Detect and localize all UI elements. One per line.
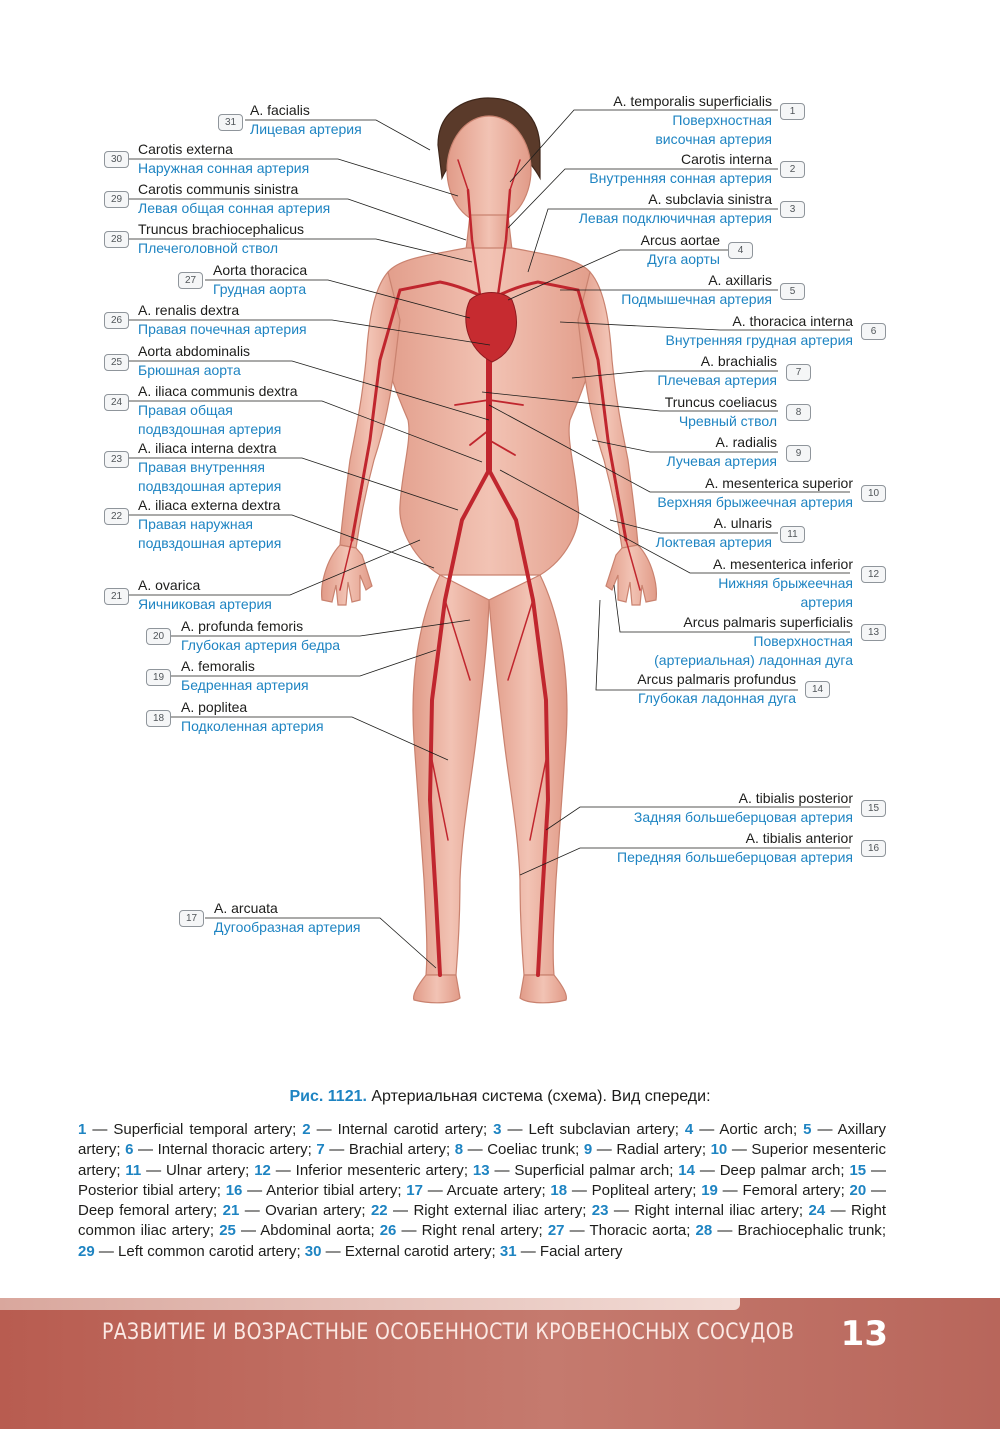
- legend-entry: [371, 1202, 592, 1219]
- label-axillary-artery: [621, 271, 772, 309]
- label-deep-femoral-artery: [181, 617, 340, 655]
- label-external-carotid: [138, 140, 309, 178]
- label-left-common-carotid: [138, 180, 330, 218]
- legend-entry: [500, 1243, 623, 1260]
- latin-name: A. tibialis posterior: [738, 790, 853, 806]
- label-number-13: 13: [861, 624, 886, 641]
- label-radial-artery: [667, 433, 777, 471]
- legend-separator: —: [866, 1181, 886, 1199]
- label-number-24: 24: [104, 394, 129, 411]
- legend-number: 26: [379, 1222, 397, 1240]
- latin-name: A. facialis: [250, 102, 310, 118]
- legend-delimiter: ;: [213, 1202, 223, 1220]
- legend-number: 2: [302, 1121, 311, 1138]
- latin-name: Arcus aortae: [640, 232, 720, 248]
- russian-name: Глубокая артерия бедра: [181, 637, 341, 653]
- legend-text: Axillary artery: [78, 1121, 886, 1159]
- legend-text: Ulnar artery: [166, 1161, 246, 1179]
- label-facial-artery: [250, 101, 362, 139]
- legend-number: 6: [125, 1141, 134, 1159]
- legend-separator: —: [270, 1161, 296, 1179]
- label-number-2: 2: [780, 161, 805, 178]
- legend-entry: [455, 1141, 584, 1158]
- legend-delimiter: ;: [840, 1181, 850, 1199]
- legend-separator: —: [242, 1181, 267, 1199]
- russian-name: Верхняя брыжеечная артерия: [657, 494, 853, 510]
- legend-text: Popliteal artery: [591, 1181, 693, 1199]
- label-number-30: 30: [104, 151, 129, 168]
- legend-delimiter: ;: [669, 1161, 679, 1179]
- latin-name: A. tibialis anterior: [745, 830, 853, 846]
- label-left-subclavian: [579, 190, 772, 228]
- figure-caption-title: [0, 1088, 1000, 1106]
- legend-text: External carotid artery: [344, 1242, 492, 1260]
- latin-name: A. radialis: [715, 434, 777, 450]
- latin-name: Truncus coeliacus: [664, 394, 777, 410]
- legend-text: Ovarian artery: [265, 1202, 362, 1220]
- legend-text: Aortic arch: [719, 1121, 793, 1138]
- label-brachial-artery: [657, 352, 777, 390]
- latin-name: A. ulnaris: [713, 515, 772, 531]
- russian-name: Плечевая артерия: [657, 372, 777, 388]
- latin-name: A. renalis dextra: [138, 302, 240, 318]
- legend-entry: [678, 1162, 849, 1179]
- legend-entry: [550, 1182, 701, 1199]
- legend-entry: [493, 1121, 685, 1138]
- legend-text: Brachiocephalic trunk: [737, 1222, 882, 1240]
- legend-number: 24: [808, 1202, 826, 1220]
- label-number-15: 15: [861, 800, 886, 817]
- legend-text: Anterior tibial artery: [266, 1181, 398, 1199]
- legend-separator: —: [712, 1222, 738, 1240]
- legend-text: Deep palmar arch: [719, 1161, 841, 1179]
- legend-number: 15: [849, 1161, 867, 1179]
- label-thoracic-aorta: [213, 261, 307, 299]
- legend-separator: —: [564, 1222, 590, 1240]
- legend-separator: —: [396, 1222, 422, 1240]
- legend-separator: —: [501, 1121, 529, 1138]
- label-number-4: 4: [728, 242, 753, 259]
- label-number-16: 16: [861, 840, 886, 857]
- legend-number: 7: [316, 1141, 325, 1159]
- legend-delimiter: ;: [397, 1181, 407, 1199]
- legend-delimiter: ;: [575, 1141, 584, 1159]
- label-number-12: 12: [861, 566, 886, 583]
- legend-entry: [78, 1243, 305, 1260]
- latin-name: A. iliaca interna dextra: [138, 440, 277, 456]
- russian-name: Дуга аорты: [647, 251, 720, 267]
- latin-name: A. poplitea: [181, 699, 248, 715]
- legend-separator: —: [94, 1242, 119, 1260]
- body-silhouette: [322, 98, 657, 1003]
- footer-decoration-strip: [0, 1298, 740, 1310]
- label-anterior-tibial: [617, 829, 853, 867]
- label-abdominal-aorta: [138, 342, 250, 380]
- russian-name: Чревный ствол: [678, 413, 777, 429]
- legend-entry: [125, 1141, 316, 1158]
- legend-entry: [125, 1162, 254, 1179]
- legend-number: 23: [591, 1202, 609, 1220]
- legend-text: Superior mesenteric artery: [78, 1141, 887, 1179]
- legend-entry: [78, 1121, 302, 1138]
- legend-separator: —: [239, 1202, 266, 1220]
- legend-entry: [406, 1182, 550, 1199]
- legend-delimiter: ;: [445, 1141, 455, 1159]
- legend-text: Inferior mesenteric artery: [295, 1161, 464, 1179]
- russian-name: Правая почечная артерия: [138, 321, 307, 337]
- label-number-27: 27: [178, 272, 203, 289]
- label-number-31: 31: [218, 114, 243, 131]
- latin-name: A. axillaris: [708, 272, 772, 288]
- legend-number: 13: [472, 1161, 490, 1179]
- legend-separator: —: [489, 1161, 515, 1179]
- label-number-21: 21: [104, 588, 129, 605]
- legend-delimiter: ;: [541, 1181, 551, 1199]
- russian-name: Лицевая артерия: [250, 121, 362, 137]
- legend-separator: —: [516, 1242, 540, 1260]
- label-right-renal-artery: [138, 301, 307, 339]
- legend-number: 3: [493, 1121, 502, 1138]
- label-number-28: 28: [104, 231, 129, 248]
- russian-name: Поверхностная (артериальная) ладонная дуга: [654, 633, 853, 668]
- legend-number: 21: [222, 1202, 240, 1220]
- legend-number: 17: [406, 1181, 423, 1199]
- label-ulnar-artery: [656, 514, 772, 552]
- label-internal-thoracic: [666, 312, 854, 350]
- label-right-internal-iliac: [138, 439, 281, 496]
- legend-delimiter: ;: [307, 1141, 317, 1159]
- figure-number: Рис. 1121.: [289, 1088, 367, 1105]
- latin-name: A. femoralis: [181, 658, 255, 674]
- russian-name: Подмышечная артерия: [621, 291, 772, 307]
- legend-delimiter: ;: [245, 1161, 255, 1179]
- legend-number: 5: [803, 1121, 812, 1138]
- label-posterior-tibial: [634, 789, 853, 827]
- legend-entry: [219, 1222, 380, 1239]
- legend-delimiter: ;: [582, 1202, 592, 1220]
- russian-name: Правая общая подвздошная артерия: [138, 402, 282, 437]
- russian-name: Плечеголовной ствол: [138, 240, 279, 256]
- legend-delimiter: ;: [292, 1121, 303, 1138]
- latin-name: A. iliaca communis dextra: [138, 383, 298, 399]
- label-number-18: 18: [146, 710, 171, 727]
- legend-entry: [316, 1141, 454, 1158]
- legend-delimiter: ;: [798, 1202, 809, 1220]
- legend-text: Brachial artery: [348, 1141, 446, 1159]
- latin-name: A. brachialis: [700, 353, 777, 369]
- latin-name: A. subclavia sinistra: [648, 191, 772, 207]
- legend-number: 22: [370, 1202, 388, 1220]
- legend-delimiter: ;: [840, 1161, 850, 1179]
- legend-separator: —: [694, 1161, 720, 1179]
- legend-text: Coeliac trunk: [487, 1141, 576, 1159]
- legend-separator: —: [567, 1181, 592, 1199]
- latin-name: A. iliaca externa dextra: [138, 497, 281, 513]
- legend-entry: [380, 1222, 548, 1239]
- legend-text: Superficial palmar arch: [514, 1161, 670, 1179]
- legend-separator: —: [387, 1202, 414, 1220]
- latin-name: A. ovarica: [138, 577, 201, 593]
- legend-entry: [548, 1222, 696, 1239]
- label-superficial-palmar-arch: [654, 613, 853, 670]
- legend-separator: —: [592, 1141, 617, 1159]
- russian-name: Правая внутренняя подвздошная артерия: [138, 459, 282, 494]
- legend-number: 25: [219, 1222, 236, 1240]
- legend-delimiter: ;: [881, 1222, 886, 1240]
- latin-name: A. temporalis superficialis: [613, 93, 772, 109]
- legend-text: Radial artery: [616, 1141, 702, 1159]
- legend-text: Facial artery: [539, 1242, 623, 1260]
- legend-text: Right common iliac artery: [78, 1202, 887, 1240]
- legend-number: 18: [550, 1181, 568, 1199]
- russian-name: Нижняя брыжеечная артерия: [718, 575, 853, 610]
- russian-name: Яичниковая артерия: [138, 596, 272, 612]
- legend-separator: —: [866, 1161, 887, 1179]
- legend-separator: —: [310, 1121, 338, 1138]
- russian-name: Левая общая сонная артерия: [138, 200, 331, 216]
- legend-delimiter: ;: [209, 1222, 220, 1240]
- label-number-22: 22: [104, 508, 129, 525]
- legend-separator: —: [235, 1222, 261, 1240]
- legend-delimiter: ;: [463, 1161, 473, 1179]
- label-number-5: 5: [780, 283, 805, 300]
- legend-entry: [696, 1222, 886, 1239]
- legend-delimiter: ;: [491, 1242, 500, 1260]
- figure-title: Артериальная система (схема). Вид спереди:: [366, 1088, 711, 1105]
- legend-number: 1: [78, 1121, 87, 1138]
- legend-delimiter: ;: [370, 1222, 380, 1240]
- legend-text: Posterior tibial artery: [78, 1181, 217, 1199]
- russian-name: Задняя большеберцовая артерия: [633, 809, 853, 825]
- legend-number: 29: [78, 1242, 95, 1260]
- russian-name: Внутренняя грудная артерия: [665, 332, 853, 348]
- latin-name: A. mesenterica inferior: [712, 556, 853, 572]
- russian-name: Левая подключичная артерия: [578, 210, 772, 226]
- legend-delimiter: ;: [361, 1202, 371, 1220]
- label-popliteal-artery: [181, 698, 324, 736]
- label-number-1: 1: [780, 103, 805, 120]
- legend-separator: —: [86, 1121, 114, 1138]
- label-number-19: 19: [146, 669, 171, 686]
- label-deep-palmar-arch: [637, 670, 796, 708]
- legend-number: 12: [254, 1161, 271, 1179]
- russian-name: Подколенная артерия: [181, 718, 324, 734]
- label-number-29: 29: [104, 191, 129, 208]
- latin-name: Aorta abdominalis: [138, 343, 251, 359]
- label-number-25: 25: [104, 354, 129, 371]
- label-number-23: 23: [104, 451, 129, 468]
- label-aortic-arch: [641, 231, 720, 269]
- legend-delimiter: ;: [216, 1181, 226, 1199]
- latin-name: A. profunda femoris: [181, 618, 304, 634]
- legend-delimiter: ;: [692, 1181, 702, 1199]
- label-inferior-mesenteric: [713, 555, 853, 612]
- legend-text: Right renal artery: [421, 1222, 539, 1240]
- chapter-title: РАЗВИТИЕ И ВОЗРАСТНЫЕ ОСОБЕННОСТИ КРОВЕНОСНЫХ СОСУДОВ: [102, 1320, 795, 1345]
- legend-number: 30: [304, 1242, 322, 1260]
- russian-name: Наружная сонная артерия: [138, 160, 310, 176]
- label-arcuate-artery: [214, 899, 361, 937]
- legend-text: Internal thoracic artery: [157, 1141, 308, 1159]
- label-brachiocephalic-trunk: [138, 220, 304, 258]
- legend-separator: —: [324, 1141, 349, 1159]
- russian-name: Поверхностная височная артерия: [655, 112, 772, 147]
- legend-text: Right external iliac artery: [413, 1202, 583, 1220]
- russian-name: Лучевая артерия: [666, 453, 777, 469]
- legend-delimiter: ;: [116, 1141, 126, 1159]
- label-superficial-temporal: [613, 92, 772, 149]
- legend-number: 28: [695, 1222, 713, 1240]
- legend-text: Arcuate artery: [446, 1181, 542, 1199]
- label-ovarian-artery: [138, 576, 272, 614]
- label-number-6: 6: [861, 323, 886, 340]
- legend-text: Femoral artery: [742, 1181, 841, 1199]
- legend-number: 8: [454, 1141, 464, 1159]
- legend-text: Right internal iliac artery: [634, 1202, 799, 1220]
- russian-name: Локтевая артерия: [655, 534, 772, 550]
- page-number: 13: [840, 1314, 888, 1354]
- legend-entry: [473, 1162, 678, 1179]
- legend-number: 10: [710, 1141, 728, 1159]
- latin-name: Carotis externa: [138, 141, 233, 157]
- legend-text: Thoracic aorta: [589, 1222, 687, 1240]
- label-number-17: 17: [179, 910, 204, 927]
- legend-entry: [701, 1182, 849, 1199]
- legend-number: 16: [225, 1181, 243, 1199]
- latin-name: Carotis communis sinistra: [138, 181, 299, 197]
- label-right-external-iliac: [138, 496, 281, 553]
- legend-number: 9: [583, 1141, 593, 1159]
- legend-number: 31: [499, 1242, 517, 1260]
- legend-delimiter: ;: [674, 1121, 685, 1138]
- legend-delimiter: ;: [701, 1141, 711, 1159]
- latin-name: A. arcuata: [214, 900, 278, 916]
- legend-entry: [254, 1162, 473, 1179]
- label-number-8: 8: [786, 404, 811, 421]
- russian-name: Передняя большеберцовая артерия: [617, 849, 853, 865]
- label-number-11: 11: [780, 526, 805, 543]
- latin-name: A. thoracica interna: [732, 313, 853, 329]
- label-number-20: 20: [146, 628, 171, 645]
- label-number-3: 3: [780, 201, 805, 218]
- legend-entry: [305, 1243, 500, 1260]
- legend-entry: [685, 1121, 803, 1138]
- legend-separator: —: [422, 1181, 447, 1199]
- page-footer: [0, 1298, 1000, 1429]
- legend-separator: —: [133, 1141, 158, 1159]
- label-right-common-iliac: [138, 382, 298, 439]
- latin-name: Truncus brachiocephalicus: [138, 221, 305, 237]
- latin-name: Arcus palmaris profundus: [637, 671, 796, 687]
- legend-number: 19: [701, 1181, 718, 1199]
- russian-name: Бедренная артерия: [181, 677, 309, 693]
- legend-delimiter: ;: [116, 1161, 126, 1179]
- legend-entry: [302, 1121, 493, 1138]
- legend-text: Abdominal aorta: [260, 1222, 371, 1240]
- legend-entry: [584, 1141, 711, 1158]
- label-internal-carotid: [589, 150, 772, 188]
- russian-name: Грудная аорта: [213, 281, 307, 297]
- legend-text: Deep femoral artery: [78, 1202, 214, 1220]
- legend-text: Left subclavian artery: [528, 1121, 675, 1138]
- label-superior-mesenteric: [657, 474, 853, 512]
- latin-name: Aorta thoracica: [213, 262, 308, 278]
- legend-text: Superficial temporal artery: [113, 1121, 293, 1138]
- russian-name: Дугообразная артерия: [214, 919, 361, 935]
- legend-separator: —: [463, 1141, 488, 1159]
- legend-number: 14: [678, 1161, 695, 1179]
- russian-name: Внутренняя сонная артерия: [589, 170, 772, 186]
- legend-delimiter: ;: [482, 1121, 494, 1138]
- legend-separator: —: [141, 1161, 167, 1179]
- legend-number: 11: [125, 1161, 142, 1179]
- latin-name: A. mesenterica superior: [705, 475, 853, 491]
- legend-separator: —: [727, 1141, 752, 1159]
- label-number-14: 14: [805, 681, 830, 698]
- legend-separator: —: [693, 1121, 720, 1138]
- label-number-10: 10: [861, 485, 886, 502]
- legend-text: Left common carotid artery: [118, 1242, 297, 1260]
- latin-name: Arcus palmaris superficialis: [683, 614, 853, 630]
- russian-name: Глубокая ладонная дуга: [638, 690, 796, 706]
- legend-delimiter: ;: [792, 1121, 804, 1138]
- legend-separator: —: [608, 1202, 635, 1220]
- legend-entry: [226, 1182, 407, 1199]
- legend-number: 27: [547, 1222, 565, 1240]
- label-number-9: 9: [786, 445, 811, 462]
- latin-name: Carotis interna: [680, 151, 772, 167]
- legend-separator: —: [825, 1202, 851, 1220]
- legend-number: 4: [684, 1121, 694, 1138]
- legend-number: 20: [849, 1181, 867, 1199]
- label-femoral-artery: [181, 657, 309, 695]
- legend-text: Internal carotid artery: [337, 1121, 483, 1138]
- russian-name: Правая наружная подвздошная артерия: [138, 516, 282, 551]
- figure-legend: [78, 1120, 886, 1262]
- legend-entry: [592, 1202, 809, 1219]
- label-number-26: 26: [104, 312, 129, 329]
- legend-separator: —: [717, 1181, 743, 1199]
- legend-delimiter: ;: [538, 1222, 548, 1240]
- legend-entry: [223, 1202, 371, 1219]
- legend-separator: —: [811, 1121, 838, 1138]
- legend-separator: —: [321, 1242, 345, 1260]
- legend-delimiter: ;: [296, 1242, 305, 1260]
- legend-delimiter: ;: [686, 1222, 696, 1240]
- russian-name: Брюшная аорта: [138, 362, 241, 378]
- label-number-7: 7: [786, 364, 811, 381]
- label-coeliac-trunk: [665, 393, 777, 431]
